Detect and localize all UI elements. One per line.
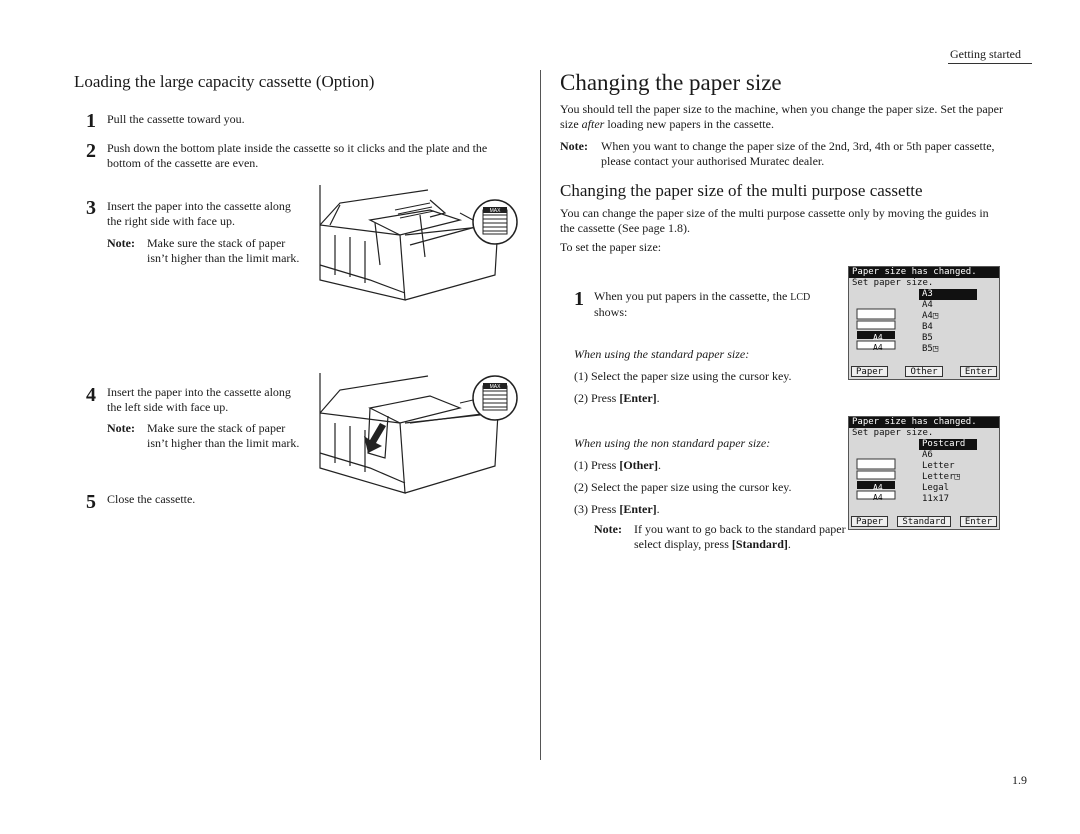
lcd-subtitle: Set paper size. (852, 428, 934, 438)
lcd-display-nonstandard (848, 416, 1000, 530)
cassette-right-side-illustration (310, 185, 522, 320)
step-4-text: Insert the paper into the cassette along the left side with face up. (107, 385, 291, 414)
nonstandard-step-2: (2) Select the paper size using the cursor key. (574, 480, 792, 494)
column-divider (540, 70, 541, 760)
lcd-subtitle: Set paper size. (852, 278, 934, 288)
note2-label: Note: (594, 522, 622, 536)
lcd-size-options (919, 289, 977, 355)
nonstandard-heading: When using the non standard paper size: (574, 436, 771, 450)
step-2-text: Push down the bottom plate inside the cassette so it clicks and the plate and the bottom of the cassette are even. (107, 141, 488, 170)
lcd-option[interactable]: A6 (922, 450, 933, 460)
nonstandard-step-3: (3) Press [Enter]. (574, 502, 660, 516)
lcd-option[interactable]: A3 (919, 289, 977, 300)
cassette-left-side-illustration (310, 368, 522, 510)
lcd-option[interactable]: Legal (922, 483, 950, 493)
right-step-1-text: When you put papers in the cassette, the LCD shows: (594, 289, 811, 319)
right-heading: Changing the paper size (560, 70, 782, 95)
right-intro: You should tell the paper size to the machine, when you change the paper size. Set the paper size after loading new papers in the cassette. (560, 102, 1003, 131)
lcd-option[interactable]: 11x17 (922, 494, 950, 504)
enter-button[interactable]: Enter (960, 516, 997, 527)
tray-label: A4 (873, 333, 883, 342)
step-3-note-label: Note: (107, 236, 135, 250)
tray-label: A4 (873, 483, 883, 492)
step-1-number: 1 (86, 110, 96, 132)
step-3-text: Insert the paper into the cassette along the right side with face up. (107, 199, 291, 228)
lcd-display-standard (848, 266, 1000, 380)
step-5-number: 5 (86, 491, 96, 513)
lcd-option[interactable]: Postcard (919, 439, 977, 450)
step-4-note: Make sure the stack of paper isn’t higher than the limit mark. (147, 421, 300, 450)
right-subheading: Changing the paper size of the multi purpose cassette (560, 181, 923, 200)
to-set-text: To set the paper size: (560, 240, 662, 254)
left-heading: Loading the large capacity cassette (Option) (74, 72, 375, 91)
lcd-option[interactable]: B5 (922, 333, 933, 343)
enter-button[interactable]: Enter (960, 366, 997, 377)
tray-label-2: A4 (873, 343, 883, 352)
standard-step-2: (2) Press [Enter]. (574, 391, 660, 405)
lcd-option[interactable]: B4 (922, 322, 933, 332)
lcd-option[interactable]: A4◳ (922, 311, 939, 321)
paper-button[interactable]: Paper (851, 516, 888, 527)
step-2-number: 2 (86, 140, 96, 162)
running-header: Getting started (950, 47, 1021, 61)
note2-text: If you want to go back to the standard paper select display, press [Standard]. (634, 522, 846, 551)
lcd-title: Paper size has changed. (849, 417, 999, 428)
paper-button[interactable]: Paper (851, 366, 888, 377)
standard-step-1: (1) Select the paper size using the cursor key. (574, 369, 792, 383)
right-note-label: Note: (560, 139, 588, 153)
step-4-note-label: Note: (107, 421, 135, 435)
step-3-number: 3 (86, 197, 96, 219)
standard-heading: When using the standard paper size: (574, 347, 750, 361)
limit-mark-label-2: MAX (489, 384, 501, 390)
lcd-title: Paper size has changed. (849, 267, 999, 278)
standard-button[interactable]: Standard (897, 516, 950, 527)
header-underline (948, 63, 1032, 64)
lcd-option[interactable]: A4 (922, 300, 933, 310)
lcd-size-options (919, 439, 977, 505)
step-5-text: Close the cassette. (107, 492, 196, 506)
step-4-number: 4 (86, 384, 96, 406)
lcd-option[interactable]: Letter (922, 461, 955, 471)
other-button[interactable]: Other (905, 366, 942, 377)
nonstandard-step-1: (1) Press [Other]. (574, 458, 661, 472)
step-3-note: Make sure the stack of paper isn’t higher than the limit mark. (147, 236, 300, 265)
right-note: When you want to change the paper size of the 2nd, 3rd, 4th or 5th paper cassette, please contact your authorised Muratec dealer. (601, 139, 995, 168)
lcd-option[interactable]: B5◳ (922, 344, 939, 354)
right-sub-text: You can change the paper size of the multi purpose cassette only by moving the guides in the cassette (See page 1.8). (560, 206, 989, 235)
page-number: 1.9 (1012, 773, 1027, 787)
limit-mark-label-1: MAX (489, 208, 501, 214)
lcd-option[interactable]: Letter◳ (922, 472, 960, 482)
step-1-text: Pull the cassette toward you. (107, 112, 245, 126)
tray-label-2: A4 (873, 493, 883, 502)
right-step-1-number: 1 (574, 288, 584, 310)
